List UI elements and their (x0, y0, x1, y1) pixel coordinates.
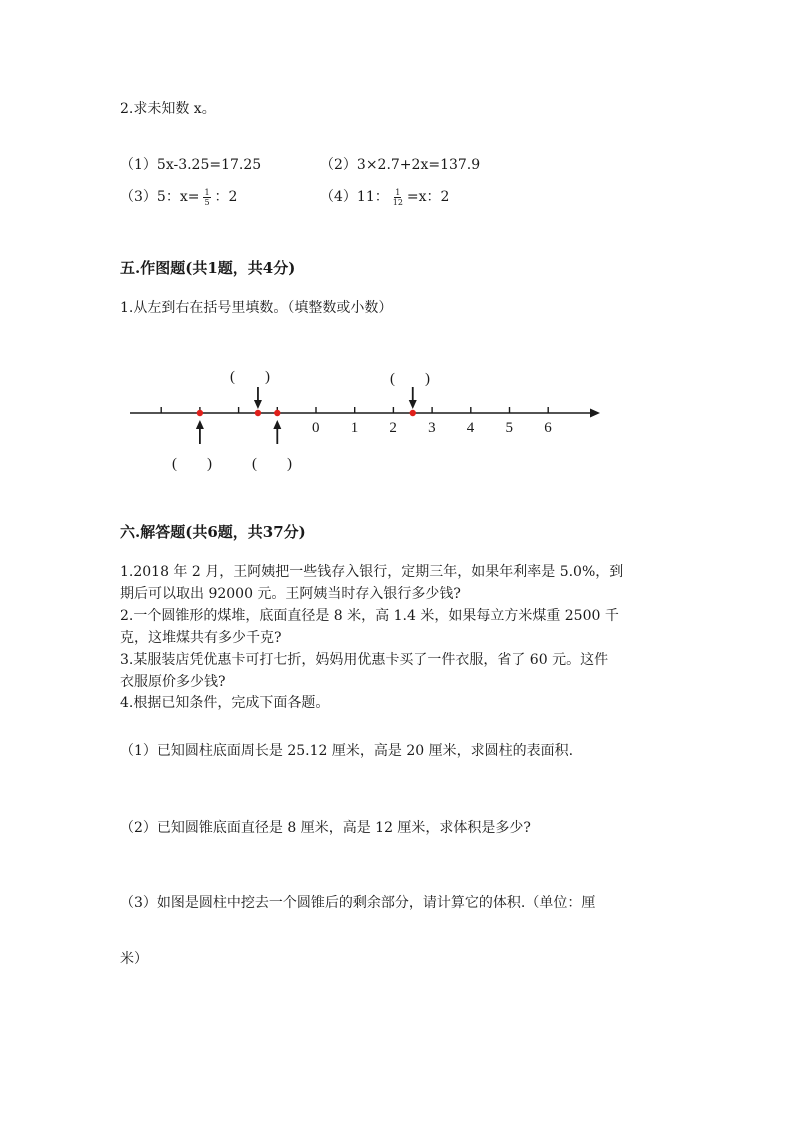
fraction-denominator: 5 (204, 197, 210, 207)
problem-4-part-2: （2）已知圆锥底面直径是 8 厘米，高是 12 厘米，求体积是多少? (120, 820, 531, 836)
arrows-group (196, 387, 417, 444)
arrow-right-icon (590, 409, 600, 418)
section-6-heading: 六.解答题(共6题，共37分) (120, 523, 306, 541)
tick-label: 4 (466, 420, 475, 436)
equation-1: （1）5x-3.25=17.25 (120, 157, 262, 173)
fraction-numerator: 1 (395, 187, 401, 197)
equation-3-left: （3）5：x= (120, 189, 200, 205)
problem-3-line-2: 衣服原价多少钱? (120, 674, 226, 690)
equation-2: （2）3×2.7+2x=137.9 (320, 157, 481, 173)
section-5-question-1: 1.从左到右在括号里填数。（填整数或小数） (120, 300, 393, 316)
marked-point (197, 410, 203, 416)
tick-label: 6 (544, 420, 552, 436)
fraction-numerator: 1 (204, 187, 210, 197)
problem-4-part-3-line-2: 米） (120, 951, 148, 967)
equation-4-left: （4）11： (320, 189, 389, 205)
tick-label: 1 (350, 420, 359, 436)
problem-1-line-2: 期后可以取出 92000 元。王阿姨当时存入银行多少钱? (120, 586, 461, 602)
problem-2-line-1: 2.一个圆锥形的煤堆，底面直径是 8 米，高 1.4 米，如果每立方米煤重 2500 千 (120, 608, 619, 624)
tick-label: 2 (389, 420, 397, 436)
tick-label: 5 (505, 420, 513, 436)
problem-4-part-1: （1）已知圆柱底面周长是 25.12 厘米，高是 20 厘米，求圆柱的表面积. (120, 743, 574, 759)
marked-point (410, 410, 416, 416)
arrow-up-icon (196, 420, 204, 429)
question-2-title: 2.求未知数 x。 (120, 101, 216, 117)
blank-top-1[interactable]: ( ) (230, 369, 270, 385)
problem-4-title: 4.根据已知条件，完成下面各题。 (120, 695, 330, 711)
section-5-heading: 五.作图题(共1题，共4分) (120, 259, 296, 277)
tick-label: 0 (312, 420, 320, 436)
marked-point (255, 410, 261, 416)
equation-4-right: =x：2 (406, 189, 450, 205)
fraction-denominator: 12 (392, 197, 403, 207)
arrow-up-icon (273, 420, 281, 429)
arrow-down-icon (254, 400, 262, 409)
arrow-down-icon (409, 400, 417, 409)
problem-2-line-2: 克，这堆煤共有多少千克? (120, 630, 282, 646)
ticks-group (161, 407, 548, 413)
problem-3-line-1: 3.某服装店凭优惠卡可打七折，妈妈用优惠卡买了一件衣服，省了 60 元。这件 (120, 652, 609, 668)
marked-point (274, 410, 280, 416)
blank-bottom-1[interactable]: ( ) (172, 456, 212, 472)
equation-3 (120, 186, 237, 207)
tick-label: 3 (428, 420, 436, 436)
equation-4 (320, 186, 449, 207)
blank-bottom-2[interactable]: ( ) (252, 456, 292, 472)
points-group (197, 410, 416, 416)
problem-1-line-1: 1.2018 年 2 月，王阿姨把一些钱存入银行，定期三年，如果年利率是 5.0%，到 (120, 564, 624, 580)
problem-4-part-3-line-1: （3）如图是圆柱中挖去一个圆锥后的剩余部分，请计算它的体积.（单位：厘 (120, 895, 596, 911)
equation-3-right: ：2 (214, 189, 238, 205)
fraction-one-fifth (203, 188, 210, 207)
blank-top-2[interactable]: ( ) (390, 371, 430, 387)
fraction-one-twelfth (393, 188, 403, 207)
